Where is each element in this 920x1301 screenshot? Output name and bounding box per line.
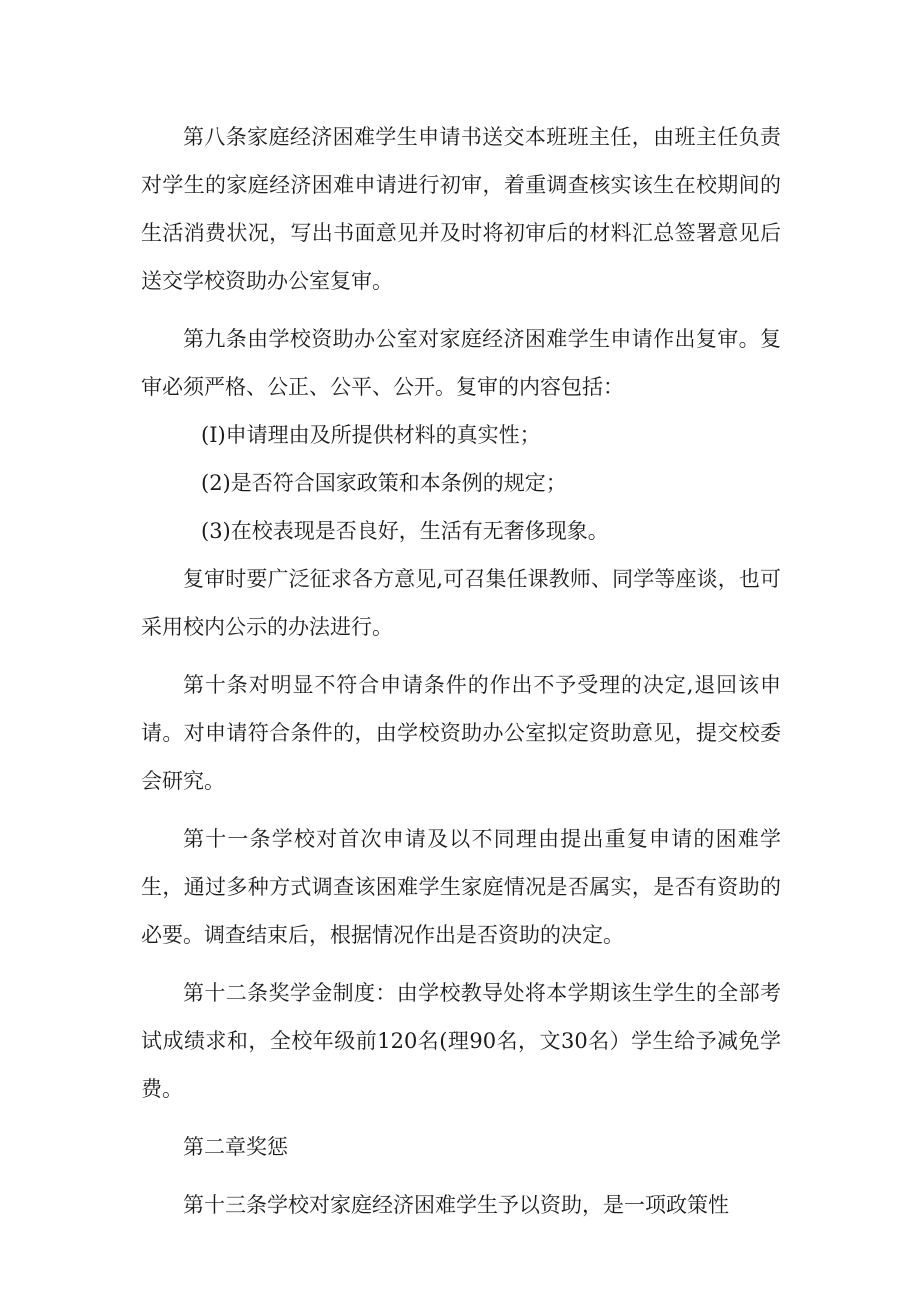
- chapter-heading: 第二章奖惩: [183, 1135, 288, 1159]
- article-11-paragraph: 第十一条学校对首次申请及以不同理由提出重复申请的困难学生，通过多种方式调查该困难学生家庭情况是否属实，是否有资助的必要。调查结束后，根据情况作出是否资助的决定。: [141, 827, 781, 947]
- article-12-paragraph: 第十二条奖学金制度：由学校教导处将本学期该生学生的全部考试成绩求和，全校年级前120名(理90名，文30名）学生给予减免学费。: [141, 981, 781, 1101]
- article-10-paragraph: 第十条对明显不符合申请条件的作出不予受理的决定,退回该申请。对申请符合条件的，由学校资助办公室拟定资助意见，提交校委会研究。: [141, 673, 781, 793]
- article-9-paragraph: 第九条由学校资助办公室对家庭经济困难学生申请作出复审。复审必须严格、公正、公平、公开。复审的内容包括：: [141, 327, 781, 399]
- document-body: [141, 113, 781, 1229]
- review-opinion-paragraph: 复审时要广泛征求各方意见,可召集任课教师、同学等座谈，也可采用校内公示的办法进行。: [141, 567, 781, 639]
- article-8-paragraph: 第八条家庭经济困难学生申请书送交本班班主任，由班主任负责对学生的家庭经济困难申请进行初审，着重调查核实该生在校期间的生活消费状况，写出书面意见并及时将初审后的材料汇总签署意见后送交学校资助办公室复审。: [141, 125, 781, 293]
- article-13-paragraph: 第十三条学校对家庭经济困难学生予以资助，是一项政策性: [183, 1193, 729, 1217]
- review-item-2: (2)是否符合国家政策和本条例的规定；: [201, 471, 567, 495]
- review-item-1: (I)申请理由及所提供材料的真实性；: [201, 423, 541, 447]
- review-item-3: (3)在校表现是否良好，生活有无奢侈现象。: [201, 519, 609, 543]
